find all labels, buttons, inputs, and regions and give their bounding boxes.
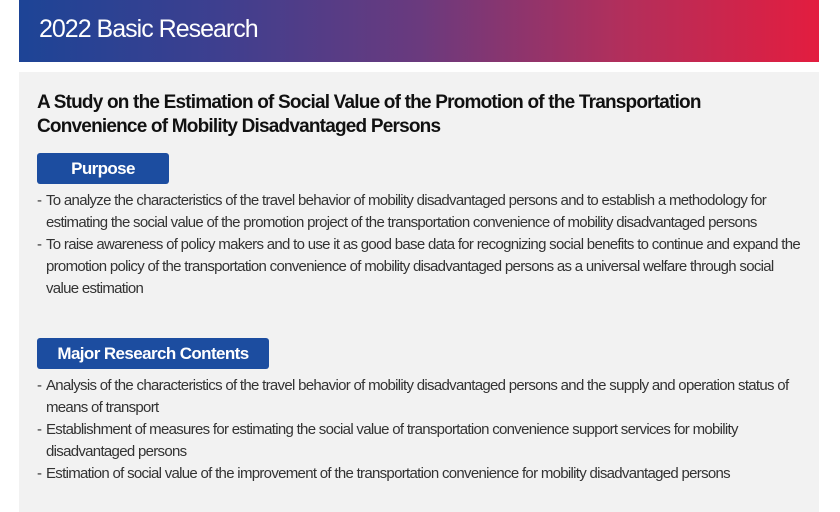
dash-marker: -: [37, 377, 42, 394]
contents-list: [37, 375, 807, 485]
list-item: [37, 419, 807, 463]
list-item: [37, 463, 807, 485]
page-header-banner: [19, 0, 819, 62]
dash-marker: -: [37, 421, 42, 438]
study-title-line1: A Study on the Estimation of Social Value of the Promotion of the Transportation: [37, 92, 701, 113]
dash-marker: -: [37, 236, 42, 253]
page-title: 2022 Basic Research: [39, 15, 258, 43]
study-title: [37, 91, 807, 139]
contents-item-text: Estimation of social value of the improvement of the transportation convenience for mobility disadvantaged persons: [46, 465, 730, 482]
contents-item-text: Establishment of measures for estimating the social value of transportation convenience support services for mobility disadvantaged persons: [46, 421, 738, 460]
purpose-heading: Purpose: [37, 153, 169, 184]
research-panel: [19, 72, 819, 512]
purpose-list: [37, 190, 807, 300]
dash-marker: -: [37, 192, 42, 209]
study-title-line2: Convenience of Mobility Disadvantaged Persons: [37, 116, 441, 137]
purpose-item-text: To analyze the characteristics of the travel behavior of mobility disadvantaged persons and to establish a methodology for estimating the social value of the promotion project of the transportation convenience of mobility disadvantaged persons: [46, 192, 767, 231]
dash-marker: -: [37, 465, 42, 482]
contents-item-text: Analysis of the characteristics of the travel behavior of mobility disadvantaged persons and the supply and operation status of means of transport: [46, 377, 789, 416]
purpose-item-text: To raise awareness of policy makers and to use it as good base data for recognizing social benefits to continue and expand the promotion policy of the transportation convenience of mobility disadvantaged persons as a universal welfare through social value estimation: [46, 236, 800, 297]
major-research-contents-heading: Major Research Contents: [37, 338, 269, 369]
list-item: [37, 375, 807, 419]
list-item: [37, 234, 807, 300]
list-item: [37, 190, 807, 234]
